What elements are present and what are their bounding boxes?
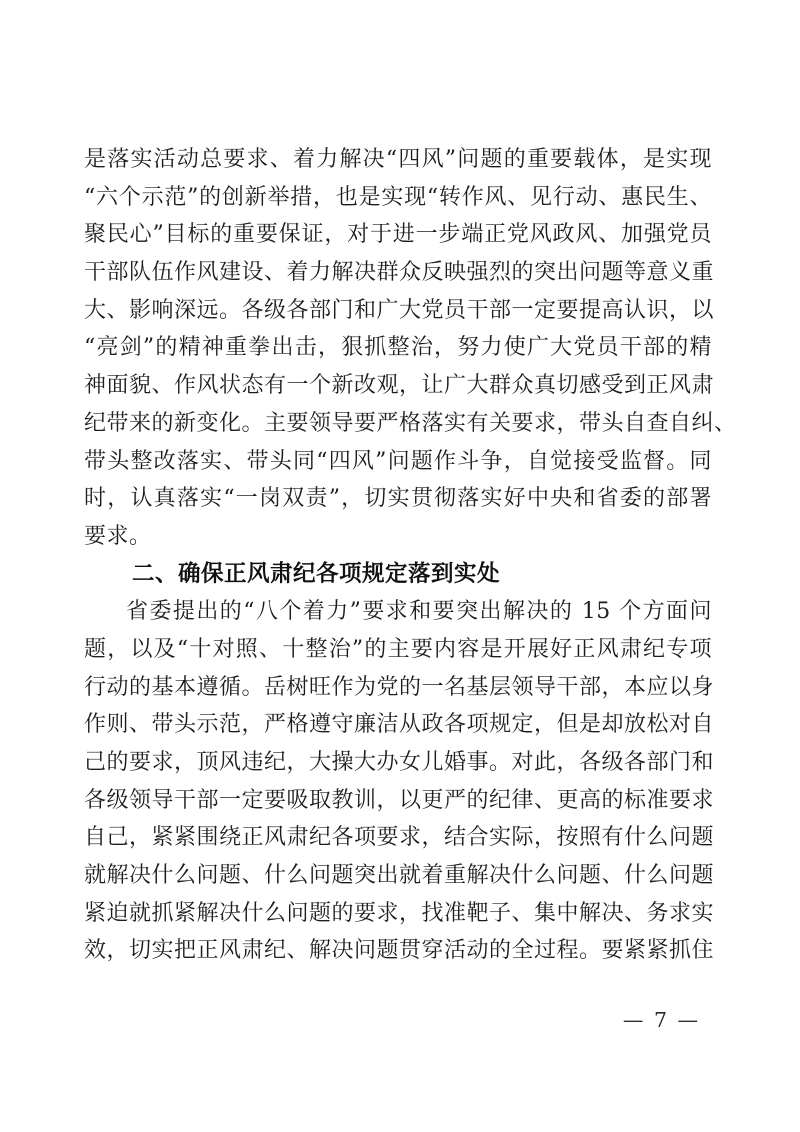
body-line: 自己，紧紧围绕正风肃纪各项要求，结合实际，按照有什么问题 (84, 825, 715, 851)
body-line: 是落实活动总要求、着力解决“四风”问题的重要载体，是实现 (84, 147, 712, 172)
body-line: 带头整改落实、带头同“四风”问题作斗争，自觉接受监督。同 (84, 448, 712, 474)
body-line: 大、影响深远。各级各部门和广大党员干部一定要提高认识，以 (84, 297, 715, 323)
body-line: 就解决什么问题、什么问题突出就着重解决什么问题、什么问题 (84, 863, 715, 889)
body-line: 省委提出的“八个着力”要求和要突出解决的 15 个方面问 (126, 599, 712, 625)
body-line: 紧迫就抓紧解决什么问题的要求，找准靶子、集中解决、务求实 (84, 900, 715, 926)
body-line: 纪带来的新变化。主要领导要严格落实有关要求，带头自查自纠、 (84, 410, 737, 436)
body-line: “亮剑”的精神重拳出击，狠抓整治，努力使广大党员干部的精 (84, 335, 712, 361)
body-line: 要求。 (84, 523, 152, 549)
body-line: 效，切实把正风肃纪、解决问题贯穿活动的全过程。要紧紧抓住 (84, 938, 715, 964)
page-number: — 7 — (622, 1008, 700, 1032)
body-line: 己的要求，顶风违纪，大操大办女儿婚事。对此，各级各部门和 (84, 750, 715, 775)
body-line: 神面貌、作风状态有一个新改观，让广大群众真切感受到正风肃 (84, 373, 715, 399)
body-text-block (84, 141, 737, 970)
body-line: “六个示范”的创新举措，也是实现“转作风、见行动、惠民生、 (84, 184, 712, 210)
body-line: 作则、带头示范，严格遵守廉洁从政各项规定，但是却放松对自 (84, 712, 715, 738)
body-line: 干部队伍作风建设、着力解决群众反映强烈的突出问题等意义重 (84, 260, 715, 286)
body-line: 题，以及“十对照、十整治”的主要内容是开展好正风肃纪专项 (84, 636, 712, 662)
body-line: 行动的基本遵循。岳树旺作为党的一名基层领导干部，本应以身 (84, 674, 715, 700)
section-heading: 二、确保正风肃纪各项规定落到实处 (132, 560, 501, 587)
body-line: 时，认真落实“一岗双责”，切实贯彻落实好中央和省委的部署 (84, 486, 712, 512)
body-line: 聚民心”目标的重要保证，对于进一步端正党风政风、加强党员 (84, 222, 712, 248)
body-line: 各级领导干部一定要吸取教训，以更严的纪律、更高的标准要求 (84, 787, 715, 813)
